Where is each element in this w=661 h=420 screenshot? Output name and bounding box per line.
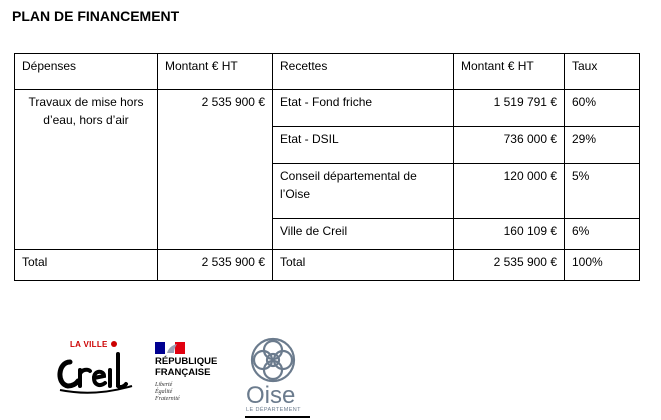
creil-logo (50, 340, 140, 400)
header-montant-depenses: Montant € HT (158, 54, 273, 90)
header-recettes: Recettes (273, 54, 454, 90)
total-amount-depenses: 2 535 900 € (158, 250, 273, 281)
header-montant-recettes: Montant € HT (454, 54, 565, 90)
table-header-row (15, 54, 640, 90)
total-label-depenses: Total (15, 250, 158, 281)
creil-logo-small-text: LA VILLE (70, 340, 108, 349)
rf-motto: Liberté Égalité Fraternité (155, 382, 180, 402)
recette-rate: 5% (565, 164, 640, 219)
recette-label: Ville de Creil (273, 219, 454, 250)
financing-table (14, 53, 640, 281)
recette-rate: 29% (565, 127, 640, 164)
creil-logo-mark (50, 340, 140, 400)
recette-amount: 120 000 € (454, 164, 565, 219)
recette-amount: 736 000 € (454, 127, 565, 164)
table-row (15, 90, 640, 127)
header-depenses: Dépenses (15, 54, 158, 90)
oise-logo (240, 336, 310, 416)
divider (245, 416, 310, 418)
depense-amount: 2 535 900 € (158, 90, 273, 250)
total-label-recettes: Total (273, 250, 454, 281)
oise-emblem-icon (243, 336, 303, 386)
oise-wordmark: Oise (246, 382, 296, 409)
recette-rate: 6% (565, 219, 640, 250)
header-taux: Taux (565, 54, 640, 90)
recette-rate: 60% (565, 90, 640, 127)
recette-label: Conseil départemental de l’Oise (273, 164, 454, 219)
republique-francaise-logo (155, 342, 235, 404)
total-amount-recettes: 2 535 900 € (454, 250, 565, 281)
depense-label: Travaux de mise hors d’eau, hors d’air (15, 90, 158, 250)
total-row (15, 250, 640, 281)
recette-amount: 160 109 € (454, 219, 565, 250)
oise-subtitle: LE DÉPARTEMENT (246, 407, 301, 413)
recette-amount: 1 519 791 € (454, 90, 565, 127)
recette-label: Etat - DSIL (273, 127, 454, 164)
logos-bar (0, 330, 661, 420)
total-rate: 100% (565, 250, 640, 281)
page-title: PLAN DE FINANCEMENT (12, 8, 180, 24)
recette-label: Etat - Fond friche (273, 90, 454, 127)
marianne-flag-icon (155, 342, 185, 354)
rf-text: RÉPUBLIQUE FRANÇAISE (155, 356, 218, 378)
